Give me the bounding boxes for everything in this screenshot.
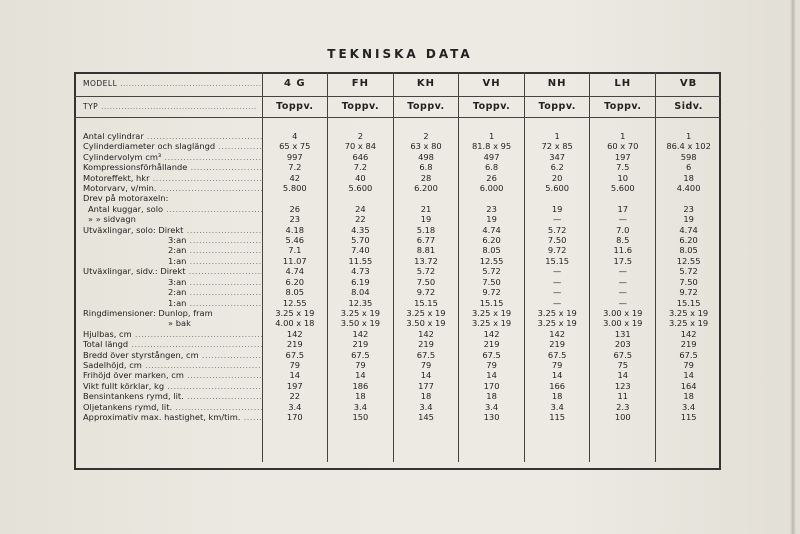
spec-row-kugg-sid — [74, 214, 721, 224]
spec-label: Kompressionsförhållande ..... — [74, 162, 262, 172]
typ-label: TYP ..... — [74, 97, 262, 118]
spec-value: 18 — [524, 391, 590, 401]
spec-value: 67.5 — [524, 350, 590, 360]
spec-value: 3.4 — [262, 402, 328, 412]
spec-value: 79 — [656, 360, 722, 370]
spec-value: 67.5 — [590, 350, 656, 360]
spec-label: Drev på motoraxeln: — [83, 193, 169, 204]
spec-value: 1 — [656, 131, 722, 141]
spec-label: Cylindervolym cm³ ..... — [74, 152, 262, 162]
spec-value: 23 — [656, 204, 722, 214]
spec-value: 3.25 x 19 — [656, 308, 722, 318]
spec-value: 5.18 — [393, 225, 459, 235]
spec-value: 9.72 — [524, 245, 590, 255]
spec-row-ring-bak — [74, 318, 721, 328]
spec-value: 8.05 — [262, 287, 328, 297]
spec-label: Hjulbas, cm ..... — [74, 329, 262, 339]
spec-label: Vikt fullt körklar, kg ..... — [74, 381, 262, 391]
spec-value: 3.25 x 19 — [393, 308, 459, 318]
spec-value: 3.50 x 19 — [393, 318, 459, 328]
spec-value: 3.4 — [393, 402, 459, 412]
spec-value: 67.5 — [328, 350, 394, 360]
spec-value: 12.55 — [262, 298, 328, 308]
spec-value: 5.46 — [262, 235, 328, 245]
spec-value: 18 — [656, 173, 722, 183]
spec-value: 4.74 — [262, 266, 328, 276]
spec-value: 6 — [656, 162, 722, 172]
spec-value: 5.72 — [656, 266, 722, 276]
spec-row-ut-sid-2 — [74, 287, 721, 297]
filler-row — [74, 422, 721, 462]
spec-value: 6.200 — [393, 183, 459, 193]
spec-value: 347 — [524, 152, 590, 162]
spec-value: 219 — [459, 339, 525, 349]
spec-value: 75 — [590, 360, 656, 370]
spec-value: 14 — [393, 370, 459, 380]
spec-value: 197 — [262, 381, 328, 391]
spec-value: 3.25 x 19 — [656, 318, 722, 328]
spec-value: 150 — [328, 412, 394, 422]
spec-row-langd — [74, 339, 721, 349]
spec-value: — — [524, 277, 590, 287]
spec-value — [590, 193, 656, 203]
spec-value: 164 — [656, 381, 722, 391]
spec-value: 67.5 — [262, 350, 328, 360]
spacer-row — [74, 118, 721, 132]
spec-label: Ringdimensioner: Dunlop, fram — [83, 307, 213, 318]
spec-value: 2 — [328, 131, 394, 141]
spec-value: 20 — [524, 173, 590, 183]
spec-value: 72 x 85 — [524, 141, 590, 151]
spec-row-ut-sid-d — [74, 266, 721, 276]
spec-value: 219 — [328, 339, 394, 349]
spec-value: 7.50 — [459, 277, 525, 287]
spec-value: 197 — [590, 152, 656, 162]
spec-value: 6.77 — [393, 235, 459, 245]
spec-row-bredd — [74, 350, 721, 360]
spec-value: 100 — [590, 412, 656, 422]
spec-value: 145 — [393, 412, 459, 422]
spec-row-ut-sid-3 — [74, 277, 721, 287]
spec-value: 7.5 — [590, 162, 656, 172]
spec-value: 18 — [393, 391, 459, 401]
spec-value: 219 — [656, 339, 722, 349]
spec-value: 6.19 — [328, 277, 394, 287]
spec-value: 79 — [328, 360, 394, 370]
model-type: Toppv. — [590, 97, 656, 118]
spec-value: 6.20 — [459, 235, 525, 245]
spec-value: 12.55 — [459, 256, 525, 266]
spec-value: 14 — [459, 370, 525, 380]
model-name: 4 G — [262, 72, 328, 97]
spec-label: Motoreffekt, hkr ..... — [74, 173, 262, 183]
spec-value: 6.20 — [656, 235, 722, 245]
spec-label: Frihöjd över marken, cm ..... — [74, 370, 262, 380]
spec-row-vikt — [74, 381, 721, 391]
spec-value: 22 — [262, 391, 328, 401]
spec-value: 9.72 — [656, 287, 722, 297]
spec-label: Sadelhöjd, cm ..... — [74, 360, 262, 370]
spec-value: 15.15 — [656, 298, 722, 308]
spec-value: 7.50 — [656, 277, 722, 287]
spec-value: 26 — [262, 204, 328, 214]
spec-value: 3.00 x 19 — [590, 318, 656, 328]
model-type: Toppv. — [393, 97, 459, 118]
spec-value: 19 — [524, 204, 590, 214]
spec-value: 79 — [459, 360, 525, 370]
spec-value: 7.50 — [524, 235, 590, 245]
spec-value: 2.3 — [590, 402, 656, 412]
spec-value: 14 — [262, 370, 328, 380]
spec-value: 19 — [393, 214, 459, 224]
spec-value: — — [524, 287, 590, 297]
spec-value: 7.0 — [590, 225, 656, 235]
spec-value: 5.600 — [524, 183, 590, 193]
spec-value: 203 — [590, 339, 656, 349]
spec-value: 142 — [328, 329, 394, 339]
spec-value: 142 — [459, 329, 525, 339]
spec-value: 497 — [459, 152, 525, 162]
spec-value — [656, 193, 722, 203]
spec-value: — — [590, 277, 656, 287]
spec-row-friho — [74, 370, 721, 380]
spec-row-rpm — [74, 183, 721, 193]
spec-value: 3.25 x 19 — [459, 318, 525, 328]
spec-row-bore — [74, 141, 721, 151]
spec-row-ut-solo-3 — [74, 235, 721, 245]
spec-value: 646 — [328, 152, 394, 162]
spec-value: 11 — [590, 391, 656, 401]
spec-row-comp — [74, 162, 721, 172]
spec-label: 1:an ..... — [74, 256, 262, 266]
spec-value: 3.25 x 19 — [328, 308, 394, 318]
spec-value: 3.4 — [656, 402, 722, 412]
spec-value — [524, 193, 590, 203]
spec-label: Utväxlingar, sidv.: Direkt ..... — [74, 266, 262, 276]
spec-value: 11.55 — [328, 256, 394, 266]
spec-value: 3.4 — [459, 402, 525, 412]
spec-row-ut-solo-1 — [74, 256, 721, 266]
spec-value: 24 — [328, 204, 394, 214]
spec-value: 28 — [393, 173, 459, 183]
spec-value: — — [590, 214, 656, 224]
model-name: LH — [590, 72, 656, 97]
spec-label: 3:an ..... — [74, 277, 262, 287]
spec-value: 23 — [262, 214, 328, 224]
spec-value: 6.20 — [262, 277, 328, 287]
spec-value: 67.5 — [393, 350, 459, 360]
spec-value: 79 — [393, 360, 459, 370]
spec-value: 5.800 — [262, 183, 328, 193]
spec-value: 3.25 x 19 — [459, 308, 525, 318]
spec-row-ut-solo-d — [74, 225, 721, 235]
spec-value: 10 — [590, 173, 656, 183]
spec-value: 115 — [524, 412, 590, 422]
spec-value: 26 — [459, 173, 525, 183]
model-type: Toppv. — [262, 97, 328, 118]
spec-value: — — [524, 214, 590, 224]
spec-value: 3.00 x 19 — [590, 308, 656, 318]
spec-value: 18 — [459, 391, 525, 401]
spec-label: Antal cylindrar ..... — [74, 131, 262, 141]
spec-value: 166 — [524, 381, 590, 391]
spec-label: 2:an ..... — [74, 287, 262, 297]
spec-value: 67.5 — [656, 350, 722, 360]
spec-value: 115 — [656, 412, 722, 422]
spec-value: 4.00 x 18 — [262, 318, 328, 328]
modell-label: MODELL ..... — [74, 72, 262, 97]
spec-value: 3.4 — [524, 402, 590, 412]
model-type: Sidv. — [656, 97, 722, 118]
spec-row-kugg-solo — [74, 204, 721, 214]
page-fold — [790, 0, 796, 534]
spec-value: 15.15 — [459, 298, 525, 308]
spec-row-hjulbas — [74, 329, 721, 339]
spec-value: 5.600 — [590, 183, 656, 193]
spec-value: 8.81 — [393, 245, 459, 255]
spec-value: 219 — [524, 339, 590, 349]
spec-value: 8.05 — [459, 245, 525, 255]
spec-value: 4.74 — [656, 225, 722, 235]
spec-value: 21 — [393, 204, 459, 214]
spec-value: 14 — [656, 370, 722, 380]
spec-value: 63 x 80 — [393, 141, 459, 151]
spec-row-vol — [74, 152, 721, 162]
spec-value: 4.400 — [656, 183, 722, 193]
spec-value: 5.70 — [328, 235, 394, 245]
spec-value: 3.25 x 19 — [262, 308, 328, 318]
type-header-row — [74, 97, 721, 118]
spec-value: 219 — [393, 339, 459, 349]
spec-value: 67.5 — [459, 350, 525, 360]
spec-value: 219 — [262, 339, 328, 349]
model-type: Toppv. — [524, 97, 590, 118]
spec-row-ut-sid-1 — [74, 298, 721, 308]
spec-value: 5.72 — [459, 266, 525, 276]
spec-value: 8.5 — [590, 235, 656, 245]
spec-label: 3:an ..... — [74, 235, 262, 245]
spec-value — [459, 193, 525, 203]
spec-value: 4.73 — [328, 266, 394, 276]
model-type: Toppv. — [459, 97, 525, 118]
spec-value: 7.2 — [262, 162, 328, 172]
spec-label: » » sidvagn — [88, 214, 136, 225]
spec-value: 22 — [328, 214, 394, 224]
spec-value: — — [524, 298, 590, 308]
spec-row-olja — [74, 402, 721, 412]
spec-label: Utväxlingar, solo: Direkt ..... — [74, 225, 262, 235]
spec-label: Approximativ max. hastighet, km/tim. ..... — [74, 412, 262, 422]
spec-label: Bensintankens rymd, lit. ..... — [74, 391, 262, 401]
spec-value: — — [590, 298, 656, 308]
spec-value: 15.15 — [524, 256, 590, 266]
spec-value: 86.4 x 102 — [656, 141, 722, 151]
spec-value: 79 — [262, 360, 328, 370]
spec-value: 19 — [656, 214, 722, 224]
spec-value: 18 — [328, 391, 394, 401]
spec-value: 3.4 — [328, 402, 394, 412]
spec-value: 3.25 x 19 — [524, 308, 590, 318]
spec-row-ut-solo-2 — [74, 245, 721, 255]
model-name: VB — [656, 72, 722, 97]
spec-table — [74, 72, 721, 462]
spec-value: — — [590, 287, 656, 297]
spec-value: 70 x 84 — [328, 141, 394, 151]
spec-label: 1:an ..... — [74, 298, 262, 308]
spec-value: 997 — [262, 152, 328, 162]
spec-value: 11.07 — [262, 256, 328, 266]
spec-value: 18 — [656, 391, 722, 401]
spec-row-hp — [74, 173, 721, 183]
spec-value: 142 — [262, 329, 328, 339]
model-name: NH — [524, 72, 590, 97]
spec-value — [393, 193, 459, 203]
spec-value: 8.04 — [328, 287, 394, 297]
spec-value: 4.35 — [328, 225, 394, 235]
spec-label: Bredd över styrstången, cm ..... — [74, 350, 262, 360]
spec-label: Antal kuggar, solo ..... — [74, 204, 262, 214]
spec-value: 130 — [459, 412, 525, 422]
spec-value: 598 — [656, 152, 722, 162]
spec-value: 14 — [328, 370, 394, 380]
model-header-row — [74, 72, 721, 97]
spec-value: 1 — [590, 131, 656, 141]
spec-value: 8.05 — [656, 245, 722, 255]
spec-value: 19 — [459, 214, 525, 224]
spec-value: 1 — [459, 131, 525, 141]
spec-label: Total längd ..... — [74, 339, 262, 349]
spec-value: 65 x 75 — [262, 141, 328, 151]
spec-value: 7.40 — [328, 245, 394, 255]
spec-value: 3.25 x 19 — [524, 318, 590, 328]
spec-value: 1 — [524, 131, 590, 141]
spec-value: 7.1 — [262, 245, 328, 255]
spec-value — [328, 193, 394, 203]
spec-row-drev — [74, 193, 721, 203]
spec-value: 142 — [656, 329, 722, 339]
spec-value: 60 x 70 — [590, 141, 656, 151]
spec-label: Cylinderdiameter och slaglängd ..... — [74, 141, 262, 151]
spec-value: 11.6 — [590, 245, 656, 255]
spec-value: 9.72 — [459, 287, 525, 297]
spec-value: 123 — [590, 381, 656, 391]
spec-value: — — [524, 266, 590, 276]
spec-value: 498 — [393, 152, 459, 162]
spec-value: 17.5 — [590, 256, 656, 266]
spec-value: 13.72 — [393, 256, 459, 266]
spec-label: » bak — [168, 318, 191, 329]
spec-value: 6.000 — [459, 183, 525, 193]
spec-value: 131 — [590, 329, 656, 339]
spec-value: 5.72 — [524, 225, 590, 235]
spec-value: 9.72 — [393, 287, 459, 297]
spec-value: 2 — [393, 131, 459, 141]
spec-value: 79 — [524, 360, 590, 370]
spec-value: 5.600 — [328, 183, 394, 193]
spec-value: 186 — [328, 381, 394, 391]
spec-value: 177 — [393, 381, 459, 391]
spec-label: Oljetankens rymd, lit. ..... — [74, 402, 262, 412]
spec-row-ring-fram — [74, 308, 721, 318]
spec-value: 6.8 — [459, 162, 525, 172]
spec-value: 81.8 x 95 — [459, 141, 525, 151]
spec-label: 2:an ..... — [74, 245, 262, 255]
spec-value: 142 — [393, 329, 459, 339]
model-name: VH — [459, 72, 525, 97]
spec-value: 4.18 — [262, 225, 328, 235]
spec-value: 15.15 — [393, 298, 459, 308]
spec-label: Motorvarv, v/min. ..... — [74, 183, 262, 193]
model-name: FH — [328, 72, 394, 97]
spec-value: 14 — [524, 370, 590, 380]
model-name: KH — [393, 72, 459, 97]
spec-value: 7.50 — [393, 277, 459, 287]
spec-row-bensin — [74, 391, 721, 401]
spec-value: 142 — [524, 329, 590, 339]
spec-row-sadel — [74, 360, 721, 370]
spec-value: 40 — [328, 173, 394, 183]
spec-value: 12.55 — [656, 256, 722, 266]
spec-value: 3.50 x 19 — [328, 318, 394, 328]
spec-value: 6.2 — [524, 162, 590, 172]
spec-value: 4 — [262, 131, 328, 141]
model-type: Toppv. — [328, 97, 394, 118]
spec-value: — — [590, 266, 656, 276]
page-title: TEKNISKA DATA — [327, 47, 473, 61]
spec-value: 6.8 — [393, 162, 459, 172]
spec-value: 12.35 — [328, 298, 394, 308]
spec-value: 7.2 — [328, 162, 394, 172]
spec-value: 42 — [262, 173, 328, 183]
spec-value: 14 — [590, 370, 656, 380]
spec-value: 170 — [459, 381, 525, 391]
spec-value: 17 — [590, 204, 656, 214]
spec-value — [262, 193, 328, 203]
spec-value: 170 — [262, 412, 328, 422]
spec-row-hast — [74, 412, 721, 422]
spec-value: 4.74 — [459, 225, 525, 235]
spec-row-cyl — [74, 131, 721, 141]
spec-value: 23 — [459, 204, 525, 214]
spec-value: 5.72 — [393, 266, 459, 276]
